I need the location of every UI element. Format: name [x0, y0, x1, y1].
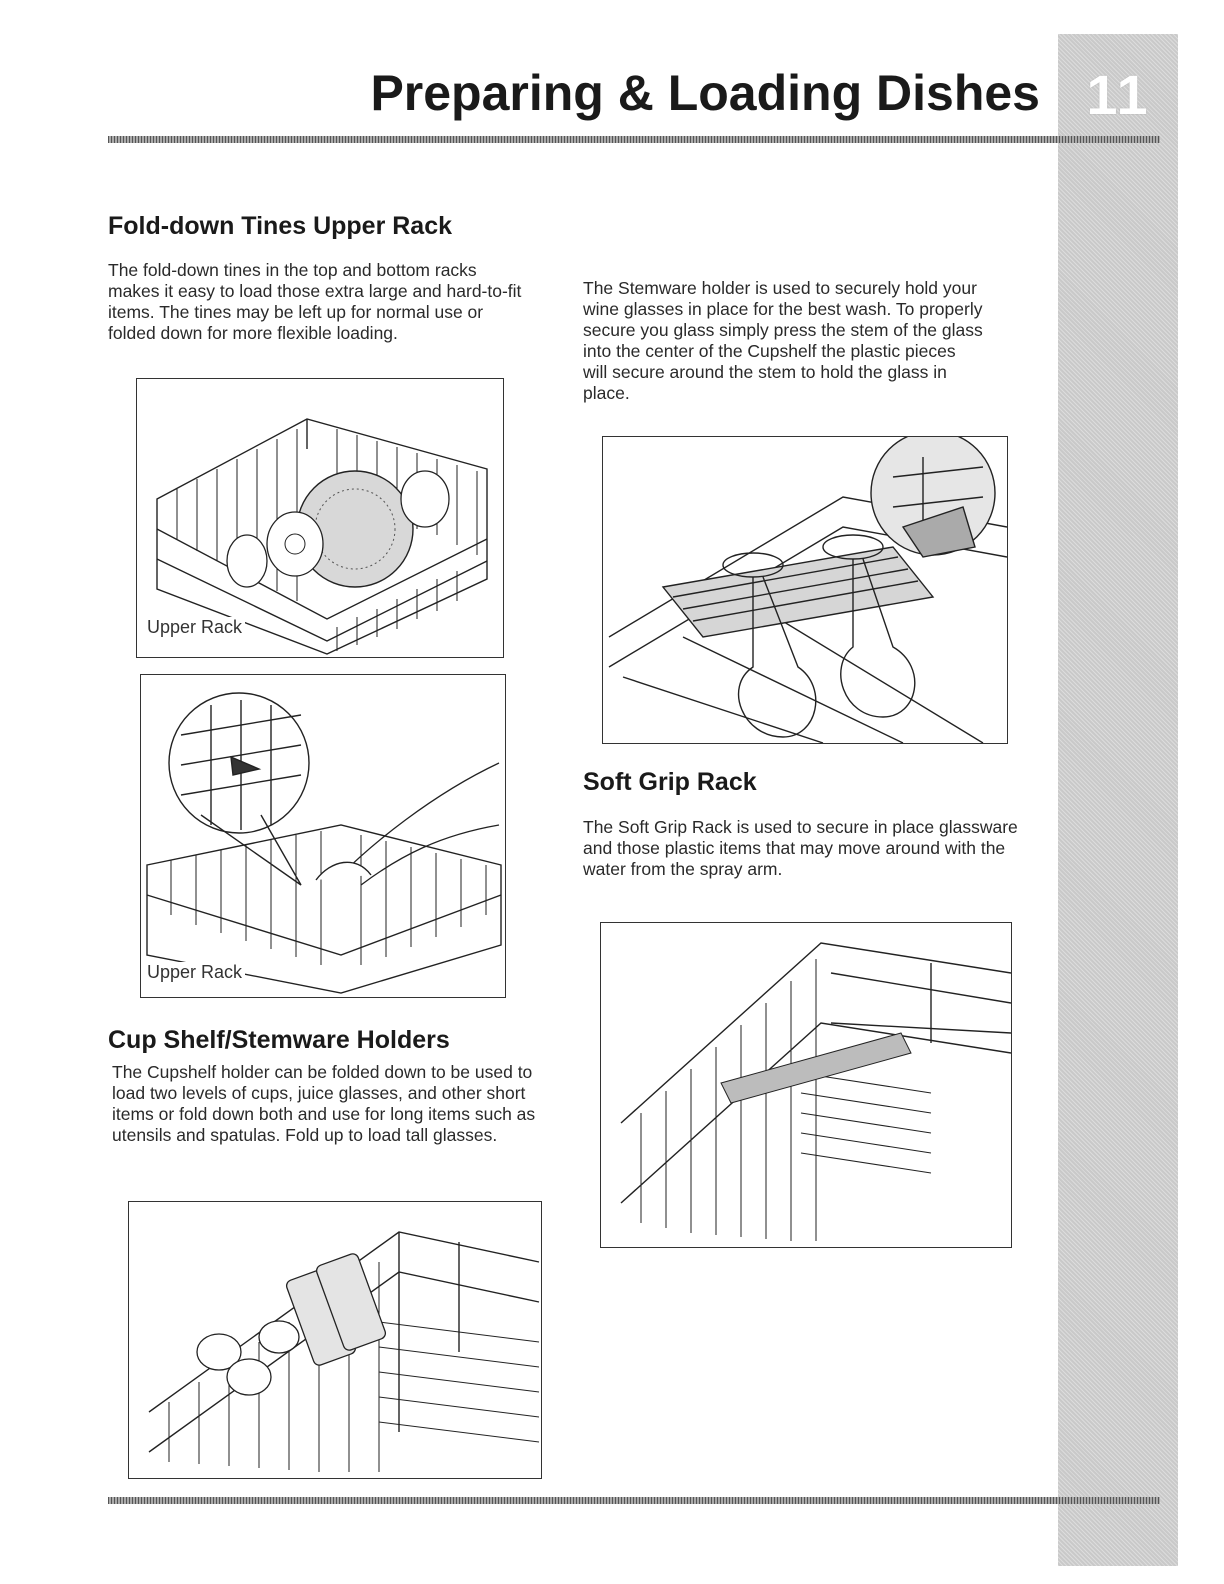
stemware-holder-illustration: [603, 437, 1007, 743]
figure-cup-shelf: [128, 1201, 542, 1479]
soft-grip-body: The Soft Grip Rack is used to secure in place glassware and those plastic items that may move around with the water from the spray arm.: [583, 817, 1018, 879]
upper-rack-plates-illustration: [137, 379, 503, 657]
caption-upper-rack-2: Upper Rack: [145, 962, 245, 983]
heading-fold-down-tines: Fold-down Tines Upper Rack: [108, 212, 453, 240]
heading-soft-grip-rack: Soft Grip Rack: [583, 768, 757, 796]
cup-shelf-illustration: [129, 1202, 541, 1478]
header-rule: [108, 136, 1160, 143]
figure-upper-rack-plates: [136, 378, 504, 658]
page-number: 11: [1086, 63, 1150, 126]
footer-rule: [108, 1497, 1160, 1504]
stemware-body: The Stemware holder is used to securely hold your wine glasses in place for the best wash. To properly secure you glass simply press the stem of the glass into the center of the Cupshelf the plastic pieces will secure around the stem to hold the glass in place.: [583, 278, 983, 403]
soft-grip-rack-illustration: [601, 923, 1011, 1247]
page-title: Preparing & Loading Dishes: [370, 65, 1040, 121]
figure-fold-down-tines: [140, 674, 506, 998]
heading-cup-shelf: Cup Shelf/Stemware Holders: [108, 1026, 450, 1054]
figure-soft-grip-rack: [600, 922, 1012, 1248]
caption-upper-rack-1: Upper Rack: [145, 617, 245, 638]
figure-stemware-holder: [602, 436, 1008, 744]
side-tab: [1058, 34, 1178, 1566]
cup-shelf-body: The Cupshelf holder can be folded down to be used to load two levels of cups, juice glasses, and other short items or fold down both and use for long items such as utensils and spatulas. Fold up to load tall glasses.: [112, 1062, 536, 1145]
fold-down-tines-illustration: [141, 675, 505, 997]
fold-down-body: The fold-down tines in the top and bottom racks makes it easy to load those extra large and hard-to-fit items. The tines may be left up for normal use or folded down for more flexible loading.: [108, 260, 522, 343]
